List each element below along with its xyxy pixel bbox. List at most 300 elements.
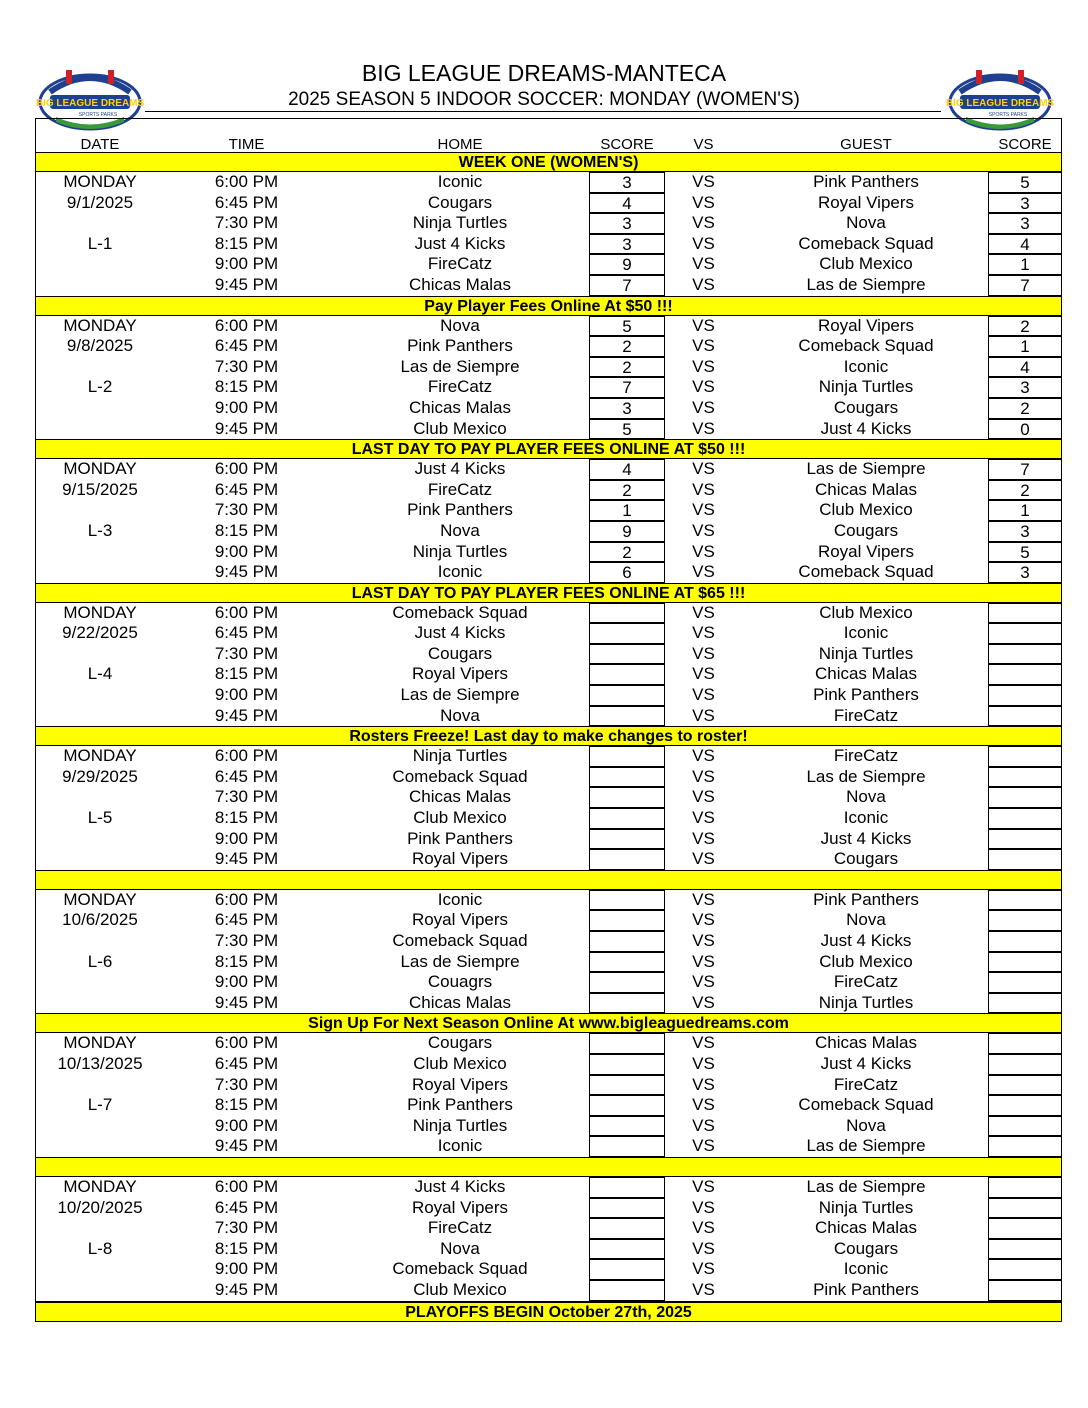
week-day: MONDAY [63, 602, 137, 622]
guest-team: Royal Vipers [817, 541, 915, 561]
home-team: Couagrs [427, 972, 493, 992]
game-time: 9:00 PM [214, 1115, 279, 1135]
page-title: BIG LEAGUE DREAMS-MANTECA [361, 60, 727, 86]
vs-label: VS [692, 951, 715, 971]
guest-team: Las de Siempre [806, 459, 926, 479]
home-team: Royal Vipers [411, 1074, 509, 1094]
guest-team: Royal Vipers [817, 192, 915, 212]
home-score-box [589, 1054, 665, 1075]
week-day: MONDAY [63, 459, 137, 479]
home-score-box [589, 1136, 665, 1157]
game-time: 9:45 PM [214, 418, 279, 438]
vs-label: VS [692, 1197, 715, 1217]
guest-score-box [988, 890, 1062, 911]
game-time: 7:30 PM [214, 213, 279, 233]
vs-label: VS [692, 1136, 715, 1156]
home-score-box [589, 910, 665, 931]
vs-label: VS [692, 910, 715, 930]
home-team: Cougars [427, 1033, 493, 1053]
home-score-box [589, 972, 665, 993]
home-team: Comeback Squad [392, 602, 528, 622]
game-time: 7:30 PM [214, 787, 279, 807]
game-row [35, 254, 1062, 275]
vs-label: VS [692, 602, 715, 622]
column-header-row [35, 134, 1062, 152]
home-score-box [589, 1033, 665, 1054]
home-score-box [589, 952, 665, 973]
guest-score-box: 3 [988, 213, 1062, 234]
table-top-border [35, 118, 1062, 134]
week-date: 9/22/2025 [62, 623, 138, 643]
guest-team: Club Mexico [819, 602, 913, 622]
game-row [35, 849, 1062, 870]
guest-team: Cougars [833, 520, 899, 540]
guest-score-box [988, 849, 1062, 870]
game-row [35, 542, 1062, 563]
game-time: 7:30 PM [214, 931, 279, 950]
game-row [35, 767, 1062, 788]
home-team: Just 4 Kicks [414, 233, 506, 253]
home-team: Ninja Turtles [412, 1115, 508, 1135]
game-row [35, 480, 1062, 501]
vs-label: VS [692, 315, 715, 335]
guest-team: Chicas Malas [814, 1218, 918, 1238]
home-team: Iconic [437, 562, 483, 582]
guest-score-box [988, 910, 1062, 931]
game-row [35, 500, 1062, 521]
column-header-guest-score: SCORE [998, 136, 1052, 153]
vs-label: VS [692, 1053, 715, 1073]
game-time: 6:00 PM [214, 602, 279, 622]
game-time: 9:45 PM [214, 705, 279, 725]
guest-score-box: 7 [988, 459, 1062, 480]
home-score-box [589, 1198, 665, 1219]
home-score-box [589, 931, 665, 952]
home-score-box: 4 [589, 193, 665, 214]
guest-score-box [988, 1218, 1062, 1239]
week-label: L-4 [87, 664, 113, 684]
game-time: 8:15 PM [214, 808, 279, 828]
page-header [0, 0, 1088, 120]
home-score-box [589, 1075, 665, 1096]
game-row [35, 1054, 1062, 1075]
game-row [35, 213, 1062, 234]
game-time: 6:00 PM [214, 459, 279, 479]
guest-score-box [988, 931, 1062, 952]
game-time: 9:45 PM [214, 274, 279, 294]
guest-team: Pink Panthers [813, 172, 919, 191]
vs-label: VS [692, 1238, 715, 1258]
home-score-box: 3 [589, 213, 665, 234]
guest-team: Club Mexico [819, 951, 913, 971]
home-team: Club Mexico [413, 418, 507, 438]
game-row [35, 336, 1062, 357]
vs-label: VS [692, 1218, 715, 1238]
vs-label: VS [692, 664, 715, 684]
guest-team: Cougars [833, 849, 899, 869]
home-score-box [589, 808, 665, 829]
guest-score-box [988, 767, 1062, 788]
guest-score-box: 3 [988, 193, 1062, 214]
week-banner: LAST DAY TO PAY PLAYER FEES ONLINE AT $50 !!! [35, 439, 1062, 459]
home-team: Ninja Turtles [412, 213, 508, 233]
game-row [35, 1116, 1062, 1137]
game-row [35, 562, 1062, 583]
game-row [35, 234, 1062, 255]
vs-label: VS [692, 889, 715, 909]
home-score-box: 7 [589, 275, 665, 296]
game-time: 7:30 PM [214, 1218, 279, 1238]
guest-team: Ninja Turtles [818, 992, 914, 1012]
guest-team: FireCatz [833, 705, 899, 725]
game-row [35, 910, 1062, 931]
home-team: FireCatz [427, 1218, 493, 1238]
guest-team: Iconic [843, 1259, 889, 1279]
guest-score-box [988, 1075, 1062, 1096]
vs-label: VS [692, 705, 715, 725]
week-day: MONDAY [63, 172, 137, 191]
game-time: 9:45 PM [214, 1136, 279, 1156]
guest-team: Iconic [843, 623, 889, 643]
guest-score-box [988, 1116, 1062, 1137]
game-time: 8:15 PM [214, 951, 279, 971]
vs-label: VS [692, 562, 715, 582]
vs-label: VS [692, 213, 715, 233]
game-time: 9:45 PM [214, 562, 279, 582]
home-score-box: 1 [589, 500, 665, 521]
guest-team: Cougars [833, 1238, 899, 1258]
home-score-box [589, 1280, 665, 1301]
guest-team: Pink Panthers [813, 1279, 919, 1299]
guest-team: Just 4 Kicks [820, 418, 912, 438]
home-team: Cougars [427, 192, 493, 212]
guest-team: Pink Panthers [813, 889, 919, 909]
home-team: Royal Vipers [411, 910, 509, 930]
guest-score-box [988, 787, 1062, 808]
game-row [35, 644, 1062, 665]
game-row [35, 808, 1062, 829]
home-team: FireCatz [427, 377, 493, 397]
game-row [35, 685, 1062, 706]
guest-team: FireCatz [833, 972, 899, 992]
vs-label: VS [692, 787, 715, 807]
game-row [35, 1033, 1062, 1054]
home-score-box: 2 [589, 357, 665, 378]
game-row [35, 316, 1062, 337]
guest-team: Ninja Turtles [818, 643, 914, 663]
game-time: 9:00 PM [214, 541, 279, 561]
vs-label: VS [692, 931, 715, 950]
game-row [35, 193, 1062, 214]
game-time: 6:45 PM [214, 336, 279, 356]
vs-label: VS [692, 1279, 715, 1299]
home-team: FireCatz [427, 479, 493, 499]
game-row [35, 993, 1062, 1014]
game-row [35, 377, 1062, 398]
guest-team: Ninja Turtles [818, 377, 914, 397]
vs-label: VS [692, 500, 715, 520]
home-score-box: 4 [589, 459, 665, 480]
guest-team: Just 4 Kicks [820, 931, 912, 950]
vs-label: VS [692, 274, 715, 294]
game-row [35, 1075, 1062, 1096]
guest-team: Comeback Squad [798, 562, 934, 582]
home-score-box [589, 1239, 665, 1260]
home-score-box [589, 685, 665, 706]
guest-score-box: 5 [988, 172, 1062, 193]
guest-score-box [988, 664, 1062, 685]
week-label: L-6 [87, 951, 113, 971]
game-row [35, 890, 1062, 911]
game-time: 6:00 PM [214, 1176, 279, 1196]
guest-score-box: 1 [988, 500, 1062, 521]
guest-score-box: 1 [988, 336, 1062, 357]
vs-label: VS [692, 418, 715, 438]
week-banner: Rosters Freeze! Last day to make changes to roster! [35, 726, 1062, 746]
guest-score-box: 2 [988, 398, 1062, 419]
week-banner: Sign Up For Next Season Online At www.bigleaguedreams.com [35, 1013, 1062, 1033]
vs-label: VS [692, 356, 715, 376]
home-team: Royal Vipers [411, 1197, 509, 1217]
home-team: Club Mexico [413, 808, 507, 828]
home-score-box: 7 [589, 377, 665, 398]
home-score-box: 2 [589, 542, 665, 563]
week-date: 10/20/2025 [57, 1197, 143, 1217]
home-team: Just 4 Kicks [414, 623, 506, 643]
game-row [35, 1218, 1062, 1239]
home-score-box [589, 767, 665, 788]
guest-score-box [988, 1054, 1062, 1075]
game-time: 6:00 PM [214, 172, 279, 191]
vs-label: VS [692, 746, 715, 766]
game-time: 9:00 PM [214, 972, 279, 992]
guest-score-box [988, 1239, 1062, 1260]
game-time: 6:45 PM [214, 766, 279, 786]
home-team: Chicas Malas [408, 274, 512, 294]
column-header-home-score: SCORE [600, 136, 654, 153]
vs-label: VS [692, 377, 715, 397]
guest-score-box: 3 [988, 377, 1062, 398]
game-row [35, 972, 1062, 993]
guest-score-box [988, 685, 1062, 706]
week-date: 9/29/2025 [62, 766, 138, 786]
home-score-box: 9 [589, 521, 665, 542]
guest-score-box: 2 [988, 316, 1062, 337]
vs-label: VS [692, 1259, 715, 1279]
page-subtitle: 2025 SEASON 5 INDOOR SOCCER: MONDAY (WOMEN'S) [288, 89, 800, 110]
game-row [35, 1280, 1062, 1302]
game-time: 9:00 PM [214, 685, 279, 705]
game-row [35, 931, 1062, 952]
home-team: Nova [440, 520, 480, 540]
svg-text:BIG LEAGUE DREAMS: BIG LEAGUE DREAMS [946, 98, 1054, 109]
guest-team: Las de Siempre [806, 274, 926, 294]
guest-team: Cougars [833, 397, 899, 417]
game-time: 9:00 PM [214, 254, 279, 274]
vs-label: VS [692, 623, 715, 643]
game-time: 7:30 PM [214, 1074, 279, 1094]
game-row [35, 829, 1062, 850]
guest-team: Nova [846, 910, 886, 930]
game-row [35, 172, 1062, 193]
vs-label: VS [692, 766, 715, 786]
home-team: Pink Panthers [407, 1095, 513, 1115]
home-team: Pink Panthers [407, 336, 513, 356]
home-score-box: 9 [589, 254, 665, 275]
home-score-box [589, 746, 665, 767]
home-team: Club Mexico [413, 1279, 507, 1299]
vs-label: VS [692, 643, 715, 663]
home-team: Chicas Malas [408, 787, 512, 807]
vs-label: VS [692, 972, 715, 992]
guest-team: Royal Vipers [817, 315, 915, 335]
home-team: Comeback Squad [392, 1259, 528, 1279]
guest-score-box: 5 [988, 542, 1062, 563]
game-time: 9:45 PM [214, 849, 279, 869]
guest-score-box [988, 972, 1062, 993]
home-score-box [589, 1095, 665, 1116]
home-team: Chicas Malas [408, 992, 512, 1012]
guest-team: Nova [846, 213, 886, 233]
vs-label: VS [692, 254, 715, 274]
guest-score-box [988, 1198, 1062, 1219]
game-row [35, 357, 1062, 378]
vs-label: VS [692, 849, 715, 869]
home-score-box [589, 787, 665, 808]
vs-label: VS [692, 541, 715, 561]
home-team: FireCatz [427, 254, 493, 274]
footer-banner: PLAYOFFS BEGIN October 27th, 2025 [35, 1302, 1062, 1322]
game-row [35, 952, 1062, 973]
game-time: 6:45 PM [214, 623, 279, 643]
game-time: 8:15 PM [214, 664, 279, 684]
vs-label: VS [692, 1176, 715, 1196]
game-row [35, 1095, 1062, 1116]
game-time: 6:45 PM [214, 1197, 279, 1217]
home-team: Iconic [437, 889, 483, 909]
guest-team: Iconic [843, 808, 889, 828]
guest-score-box [988, 808, 1062, 829]
vs-label: VS [692, 233, 715, 253]
guest-team: Club Mexico [819, 254, 913, 274]
guest-score-box: 0 [988, 419, 1062, 440]
home-team: Ninja Turtles [412, 541, 508, 561]
week-date: 9/15/2025 [62, 479, 138, 499]
vs-label: VS [692, 1074, 715, 1094]
home-team: Las de Siempre [400, 951, 520, 971]
guest-score-box [988, 603, 1062, 624]
game-time: 6:00 PM [214, 1033, 279, 1053]
guest-score-box [988, 644, 1062, 665]
guest-score-box: 2 [988, 480, 1062, 501]
home-team: Cougars [427, 643, 493, 663]
guest-score-box [988, 993, 1062, 1014]
game-time: 6:45 PM [214, 192, 279, 212]
vs-label: VS [692, 336, 715, 356]
game-time: 8:15 PM [214, 1238, 279, 1258]
weeks-container [35, 152, 1062, 1302]
week-label: L-7 [87, 1095, 113, 1115]
svg-text:BIG LEAGUE DREAMS: BIG LEAGUE DREAMS [36, 98, 144, 109]
guest-team: Comeback Squad [798, 336, 934, 356]
column-header-date: DATE [80, 136, 120, 153]
game-time: 9:45 PM [214, 1279, 279, 1299]
home-score-box [589, 829, 665, 850]
game-row [35, 1198, 1062, 1219]
home-score-box: 5 [589, 419, 665, 440]
guest-score-box: 3 [988, 521, 1062, 542]
home-score-box: 3 [589, 234, 665, 255]
guest-team: FireCatz [833, 1074, 899, 1094]
guest-score-box [988, 952, 1062, 973]
home-score-box [589, 603, 665, 624]
game-time: 6:45 PM [214, 479, 279, 499]
home-team: Comeback Squad [392, 766, 528, 786]
home-team: Pink Panthers [407, 828, 513, 848]
guest-score-box: 4 [988, 357, 1062, 378]
week-banner: Pay Player Fees Online At $50 !!! [35, 296, 1062, 316]
guest-score-box [988, 1259, 1062, 1280]
guest-score-box [988, 1033, 1062, 1054]
home-score-box [589, 1259, 665, 1280]
home-team: Comeback Squad [392, 931, 528, 950]
vs-label: VS [692, 992, 715, 1012]
svg-text:SPORTS PARKS: SPORTS PARKS [78, 112, 118, 118]
guest-team: Ninja Turtles [818, 1197, 914, 1217]
home-score-box [589, 1116, 665, 1137]
guest-score-box [988, 829, 1062, 850]
week-banner [35, 870, 1062, 890]
game-row [35, 521, 1062, 542]
week-day: MONDAY [63, 1176, 137, 1196]
guest-team: Comeback Squad [798, 1095, 934, 1115]
home-team: Royal Vipers [411, 849, 509, 869]
guest-score-box [988, 623, 1062, 644]
home-score-box [589, 1177, 665, 1198]
guest-score-box [988, 1280, 1062, 1301]
game-time: 6:45 PM [214, 1053, 279, 1073]
vs-label: VS [692, 192, 715, 212]
guest-team: Nova [846, 1115, 886, 1135]
guest-team: Chicas Malas [814, 479, 918, 499]
home-score-box: 3 [589, 172, 665, 193]
home-team: Club Mexico [413, 1053, 507, 1073]
guest-score-box: 3 [988, 562, 1062, 583]
home-team: Chicas Malas [408, 397, 512, 417]
home-team: Ninja Turtles [412, 746, 508, 766]
vs-label: VS [692, 1095, 715, 1115]
vs-label: VS [692, 479, 715, 499]
home-team: Nova [440, 315, 480, 335]
home-score-box [589, 993, 665, 1014]
home-score-box [589, 644, 665, 665]
guest-team: Las de Siempre [806, 1136, 926, 1156]
week-day: MONDAY [63, 889, 137, 909]
game-time: 9:00 PM [214, 397, 279, 417]
game-row [35, 603, 1062, 624]
week-day: MONDAY [63, 1033, 137, 1053]
guest-team: Las de Siempre [806, 766, 926, 786]
week-date: 10/6/2025 [62, 910, 138, 930]
column-header-time: TIME [228, 136, 265, 153]
game-time: 8:15 PM [214, 1095, 279, 1115]
home-score-box: 2 [589, 336, 665, 357]
vs-label: VS [692, 685, 715, 705]
vs-label: VS [692, 828, 715, 848]
week-label: L-2 [87, 377, 113, 397]
vs-label: VS [692, 808, 715, 828]
home-team: Nova [440, 1238, 480, 1258]
